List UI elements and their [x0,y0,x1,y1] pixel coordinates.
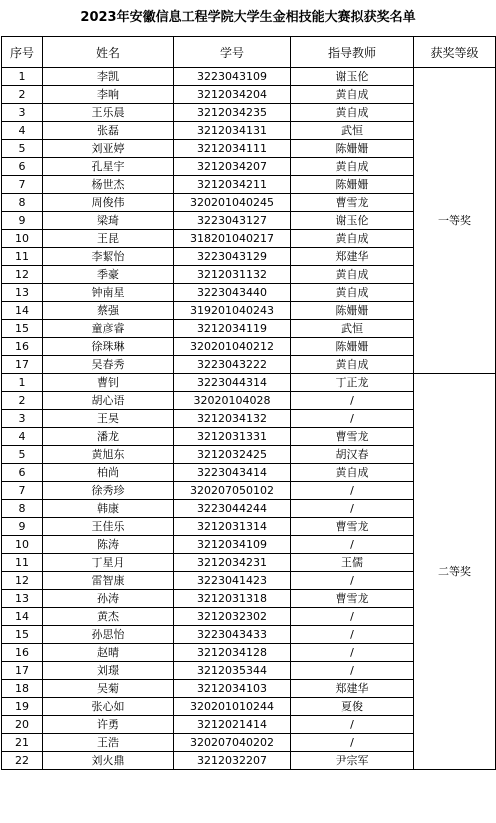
cell-index: 1 [2,68,43,86]
cell-index: 17 [2,356,43,374]
cell-student-id: 3223044314 [174,374,291,392]
cell-name: 黄旭东 [43,446,174,464]
cell-student-id: 3212032302 [174,608,291,626]
cell-student-id: 3212021414 [174,716,291,734]
cell-advisor: 陈姗姗 [291,338,414,356]
cell-index: 7 [2,176,43,194]
header-student-id: 学号 [174,37,291,68]
cell-index: 18 [2,680,43,698]
cell-advisor: / [291,608,414,626]
cell-advisor: / [291,734,414,752]
cell-name: 张磊 [43,122,174,140]
cell-student-id: 3212034231 [174,554,291,572]
cell-student-id: 3212034204 [174,86,291,104]
cell-advisor: 武恒 [291,320,414,338]
cell-advisor: 曹雪龙 [291,194,414,212]
cell-student-id: 319201040243 [174,302,291,320]
cell-student-id: 3223043127 [174,212,291,230]
cell-index: 11 [2,248,43,266]
cell-name: 徐秀珍 [43,482,174,500]
cell-index: 16 [2,338,43,356]
cell-name: 季豪 [43,266,174,284]
cell-advisor: 曹雪龙 [291,428,414,446]
cell-advisor: 陈姗姗 [291,302,414,320]
cell-advisor: 尹宗军 [291,752,414,770]
cell-advisor: 黄自成 [291,266,414,284]
cell-name: 王乐晨 [43,104,174,122]
cell-student-id: 3212034132 [174,410,291,428]
cell-index: 11 [2,554,43,572]
cell-advisor: 王儒 [291,554,414,572]
cell-name: 刘璟 [43,662,174,680]
cell-index: 15 [2,320,43,338]
cell-name: 张心如 [43,698,174,716]
cell-advisor: 夏俊 [291,698,414,716]
cell-advisor: 黄自成 [291,356,414,374]
cell-advisor: 黄自成 [291,104,414,122]
cell-index: 9 [2,212,43,230]
cell-student-id: 3212034128 [174,644,291,662]
cell-student-id: 3212031318 [174,590,291,608]
cell-name: 曹钊 [43,374,174,392]
cell-advisor: 黄自成 [291,230,414,248]
cell-index: 2 [2,392,43,410]
cell-name: 王昊 [43,410,174,428]
cell-index: 14 [2,608,43,626]
cell-name: 孙涛 [43,590,174,608]
cell-index: 7 [2,482,43,500]
cell-name: 孔星宇 [43,158,174,176]
cell-name: 雷智康 [43,572,174,590]
cell-advisor: 丁正龙 [291,374,414,392]
cell-advisor: 陈姗姗 [291,176,414,194]
cell-name: 许勇 [43,716,174,734]
cell-index: 4 [2,428,43,446]
cell-student-id: 3223044244 [174,500,291,518]
cell-name: 刘火鼎 [43,752,174,770]
cell-index: 4 [2,122,43,140]
cell-advisor: 黄自成 [291,464,414,482]
cell-advisor: 曹雪龙 [291,518,414,536]
cell-student-id: 3212034235 [174,104,291,122]
cell-advisor: / [291,716,414,734]
cell-student-id: 3212034131 [174,122,291,140]
cell-index: 2 [2,86,43,104]
header-advisor: 指导教师 [291,37,414,68]
cell-name: 徐珠琳 [43,338,174,356]
cell-index: 5 [2,446,43,464]
cell-index: 1 [2,374,43,392]
cell-award-level: 二等奖 [414,374,496,770]
cell-student-id: 3212034109 [174,536,291,554]
cell-student-id: 3223043414 [174,464,291,482]
cell-student-id: 3212034111 [174,140,291,158]
cell-student-id: 3223043433 [174,626,291,644]
cell-name: 蔡强 [43,302,174,320]
cell-student-id: 3212031314 [174,518,291,536]
cell-student-id: 3212032425 [174,446,291,464]
cell-advisor: 陈姗姗 [291,140,414,158]
cell-index: 19 [2,698,43,716]
cell-index: 15 [2,626,43,644]
cell-advisor: 曹雪龙 [291,590,414,608]
cell-student-id: 32020104028 [174,392,291,410]
cell-name: 刘亚婷 [43,140,174,158]
cell-index: 8 [2,500,43,518]
cell-student-id: 3212032207 [174,752,291,770]
cell-student-id: 3212034103 [174,680,291,698]
cell-student-id: 318201040217 [174,230,291,248]
cell-name: 周俊伟 [43,194,174,212]
cell-name: 陈涛 [43,536,174,554]
cell-name: 孙思怡 [43,626,174,644]
cell-name: 王佳乐 [43,518,174,536]
cell-advisor: 郑建华 [291,248,414,266]
cell-student-id: 3212034211 [174,176,291,194]
cell-student-id: 3212034119 [174,320,291,338]
cell-name: 李响 [43,86,174,104]
cell-index: 3 [2,104,43,122]
cell-name: 梁琦 [43,212,174,230]
table-row [2,374,496,392]
cell-student-id: 3223043129 [174,248,291,266]
cell-name: 丁星月 [43,554,174,572]
cell-advisor: / [291,410,414,428]
cell-index: 3 [2,410,43,428]
cell-name: 韩康 [43,500,174,518]
cell-index: 14 [2,302,43,320]
cell-award-level: 一等奖 [414,68,496,374]
cell-advisor: / [291,500,414,518]
cell-name: 杨世杰 [43,176,174,194]
cell-student-id: 3223043440 [174,284,291,302]
cell-student-id: 3223043222 [174,356,291,374]
cell-student-id: 320207050102 [174,482,291,500]
header-name: 姓名 [43,37,174,68]
cell-index: 6 [2,464,43,482]
cell-index: 13 [2,590,43,608]
cell-index: 17 [2,662,43,680]
cell-name: 钟南星 [43,284,174,302]
cell-index: 9 [2,518,43,536]
cell-index: 10 [2,230,43,248]
cell-index: 12 [2,572,43,590]
cell-advisor: / [291,392,414,410]
cell-advisor: 武恒 [291,122,414,140]
cell-advisor: 谢玉伦 [291,212,414,230]
cell-index: 22 [2,752,43,770]
cell-advisor: 黄自成 [291,86,414,104]
cell-advisor: 黄自成 [291,158,414,176]
cell-student-id: 3223041423 [174,572,291,590]
cell-index: 8 [2,194,43,212]
cell-index: 21 [2,734,43,752]
cell-name: 胡心语 [43,392,174,410]
cell-name: 李凯 [43,68,174,86]
page-title: 2023年安徽信息工程学院大学生金相技能大赛拟获奖名单 [80,10,416,25]
cell-advisor: 胡汉春 [291,446,414,464]
award-list-table [1,36,496,770]
cell-name: 赵晴 [43,644,174,662]
cell-name: 李絜怡 [43,248,174,266]
cell-student-id: 3212035344 [174,662,291,680]
cell-advisor: / [291,662,414,680]
header-award-level: 获奖等级 [414,37,496,68]
cell-advisor: 郑建华 [291,680,414,698]
cell-index: 12 [2,266,43,284]
cell-advisor: / [291,644,414,662]
cell-student-id: 320207040202 [174,734,291,752]
cell-name: 王昆 [43,230,174,248]
table-header-row [2,37,496,68]
cell-index: 16 [2,644,43,662]
cell-name: 王浩 [43,734,174,752]
cell-advisor: / [291,572,414,590]
cell-advisor: / [291,482,414,500]
cell-student-id: 3223043109 [174,68,291,86]
cell-name: 吴菊 [43,680,174,698]
cell-index: 6 [2,158,43,176]
cell-index: 13 [2,284,43,302]
cell-name: 童彦睿 [43,320,174,338]
cell-advisor: / [291,626,414,644]
cell-name: 黄杰 [43,608,174,626]
cell-advisor: 黄自成 [291,284,414,302]
cell-student-id: 3212031132 [174,266,291,284]
table-row [2,68,496,86]
cell-student-id: 3212031331 [174,428,291,446]
cell-advisor: / [291,536,414,554]
cell-name: 吴春秀 [43,356,174,374]
table-body [2,68,496,770]
cell-student-id: 3212034207 [174,158,291,176]
cell-index: 20 [2,716,43,734]
cell-name: 柏尚 [43,464,174,482]
cell-student-id: 320201010244 [174,698,291,716]
cell-advisor: 谢玉伦 [291,68,414,86]
cell-index: 5 [2,140,43,158]
cell-index: 10 [2,536,43,554]
cell-name: 潘龙 [43,428,174,446]
cell-student-id: 320201040212 [174,338,291,356]
cell-student-id: 320201040245 [174,194,291,212]
header-index: 序号 [2,37,43,68]
